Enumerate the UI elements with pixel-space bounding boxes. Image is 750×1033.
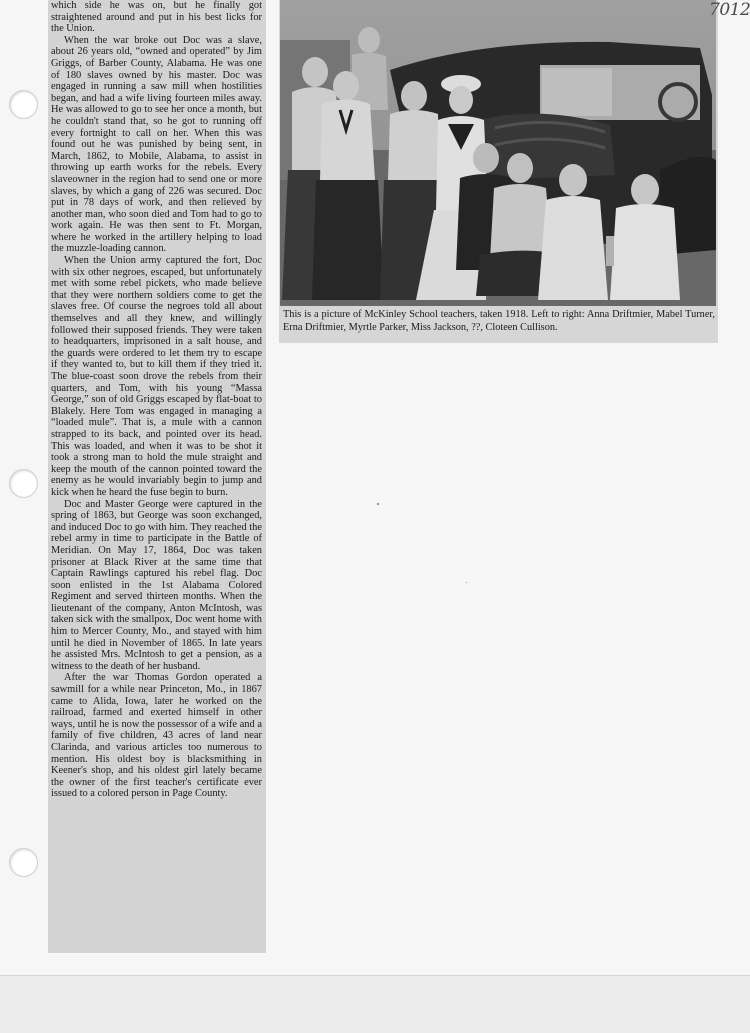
article-paragraph: When the Union army captured the fort, Doc with six other negroes, escaped, but unfortunately met with some rebel pickets, who made believe that they were northern soldiers come to get the slaves free. Of course the negroes told all about themselves and all they knew, and willingly followed their supposed friends. They were taken to headquarters, imprisoned in a salt house, and the guards were ordered to let them try to escape if they wanted to, but to kill them if they tried it. The blue-coast soon drove the rebels from their quarters, and Tom, with his young “Massa George,” son of old Griggs escaped by flat-boat to Blakely. Here Tom was engaged in managing a “loaded mule”. That is, a mule with a cannon strapped to its back, and pointed over its head. This was loaded, and when it was to be shot it took a strong man to hold the mule straight and keep the mouth of the cannon pointed toward the enemy as he would invariably begin to jump and kick when he heard the fuse begin to burn. (51, 255, 262, 498)
scan-speck (466, 582, 467, 583)
scan-speck (377, 503, 379, 505)
article-text (48, 0, 266, 800)
article-paragraph: which side he was on, but he finally got straightened around and put in his best licks for the Union. (51, 0, 262, 35)
punch-hole-top (9, 90, 38, 119)
article-paragraph: After the war Thomas Gordon operated a sawmill for a while near Princeton, Mo., in 1867 came to Alida, Iowa, later he worked on the railroad, farmed and exerted himself in other ways, until he is now the possessor of a wife and a family of five children, 43 acres of land near Clarinda, and various articles too numerous to mention. His oldest boy is blacksmithing in Keener's shop, and his oldest girl lately became the owner of the first teacher's certificate ever issued to a colored person in Page County. (51, 672, 262, 800)
teachers-photo-image (280, 0, 716, 306)
article-paragraph: When the war broke out Doc was a slave, about 26 years old, “owned and operated” by Jim Griggs, of Barber County, Alabama. He was one of 180 slaves owned by his master. Doc was engaged in running a saw mill when hostilities began, and had a wife living fourteen miles away. He was allowed to go to see her once a month, but he couldn't stand that, so he got to running off every fortnight to call on her. When this was found out he was punished by being sent, in March, 1862, to Mobile, Alabama, to assist in throwing up earth works for the rebels. Every slaveowner in the region had to send one or more slaves, by which a gang of 226 was secured. Doc put in 78 days of work, and then relieved by another man, who soon died and Tom had to go to work again. He was then sent to Ft. Morgan, where he worked in the artillery helping to load the muzzle-loading cannon. (51, 34, 262, 255)
article-clipping (48, 0, 266, 953)
photo-clipping (279, 0, 718, 343)
photo-caption: This is a picture of McKinley School teachers, taken 1918. Left to right: Anna Driftmier, Mabel Turner, Erna Driftmier, Myrtle Parker, Miss Jackson, ??, Cloteen Cullison. (283, 309, 715, 333)
punch-hole-bottom (9, 848, 38, 877)
page-number: 7012 (709, 0, 750, 20)
group-photo (280, 0, 716, 306)
scan-background (0, 976, 750, 1033)
article-paragraph: Doc and Master George were captured in the spring of 1863, but George was soon exchanged, and induced Doc to go with him. They reached the rebel army in time to participate in the Battle of Meridian. On May 17, 1864, Doc was taken prisoner at Black River at the same time that Captain Rawlings captured his rebel flag. Doc soon enlisted in the 1st Alabama Colored Regiment and served thirteen months. When the lieutenant of the company, Anton McIntosh, was taken sick with the smallpox, Doc went home with him to Mercer County, Mo., and stayed with him until he died in November of 1865. In late years he assisted Mrs. McIntosh to get a pension, as a witness to the death of her husband. (51, 498, 262, 672)
punch-hole-middle (9, 469, 38, 498)
